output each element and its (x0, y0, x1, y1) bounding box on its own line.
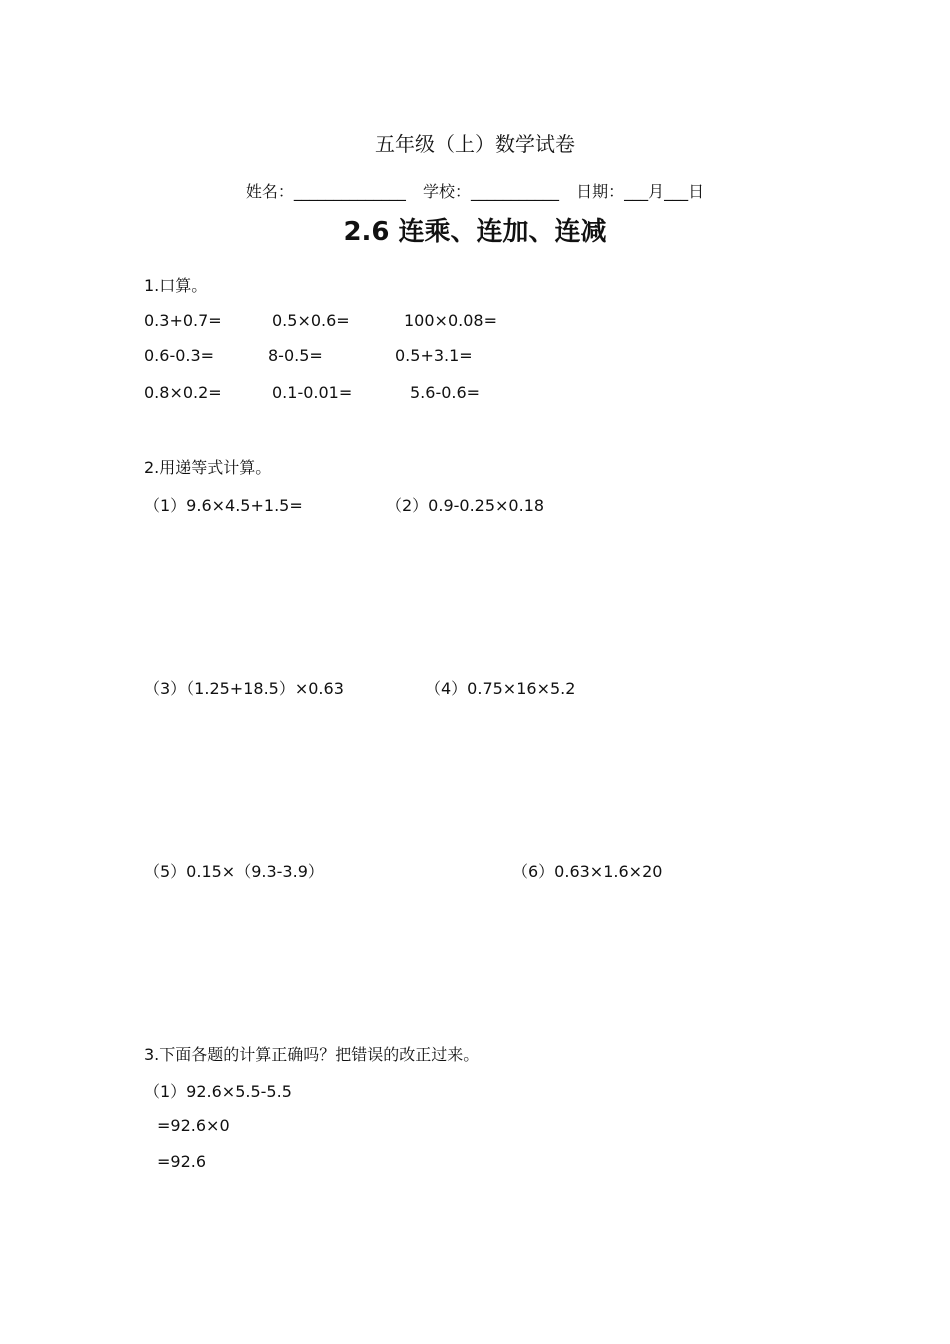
step-calc-problem-1: （1）9.6×4.5+1.5= (144, 496, 303, 515)
school-field: 学校：___________ (422, 182, 559, 201)
step-calc-problem-6: （6）0.63×1.6×20 (512, 862, 663, 881)
oral-calc-item: 100×0.08= (404, 311, 497, 330)
section1-heading: 1.口算。 (144, 276, 208, 295)
oral-calc-item: 0.8×0.2= (144, 383, 222, 402)
document-title: 五年级（上）数学试卷 (375, 132, 575, 156)
oral-calc-item: 0.3+0.7= (144, 311, 222, 330)
date-field: 日期：___月___日 (576, 182, 705, 201)
oral-calc-item: 0.6-0.3= (144, 346, 215, 365)
name-field: 姓名：______________ (245, 182, 406, 201)
section2-heading: 2.用递等式计算。 (144, 458, 272, 477)
oral-calc-item: 8-0.5= (268, 346, 323, 365)
correction-problem-1: （1）92.6×5.5-5.5 (144, 1082, 292, 1101)
oral-calc-item: 5.6-0.6= (410, 383, 481, 402)
oral-calc-item: 0.1-0.01= (272, 383, 353, 402)
step-calc-problem-4: （4）0.75×16×5.2 (425, 679, 576, 698)
step-calc-problem-2: （2）0.9-0.25×0.18 (386, 496, 545, 515)
step-calc-problem-3: （3）（1.25+18.5）×0.63 (144, 679, 344, 698)
correction-step: =92.6×0 (157, 1116, 230, 1135)
student-info-line (0, 179, 950, 202)
correction-step: =92.6 (157, 1152, 207, 1171)
oral-calc-item: 0.5×0.6= (272, 311, 350, 330)
chapter-title: 2.6 连乘、连加、连减 (343, 217, 607, 247)
oral-calc-item: 0.5+3.1= (395, 346, 473, 365)
step-calc-problem-5: （5）0.15×（9.3-3.9） (144, 862, 324, 881)
section3-heading: 3.下面各题的计算正确吗？把错误的改正过来。 (144, 1045, 480, 1064)
